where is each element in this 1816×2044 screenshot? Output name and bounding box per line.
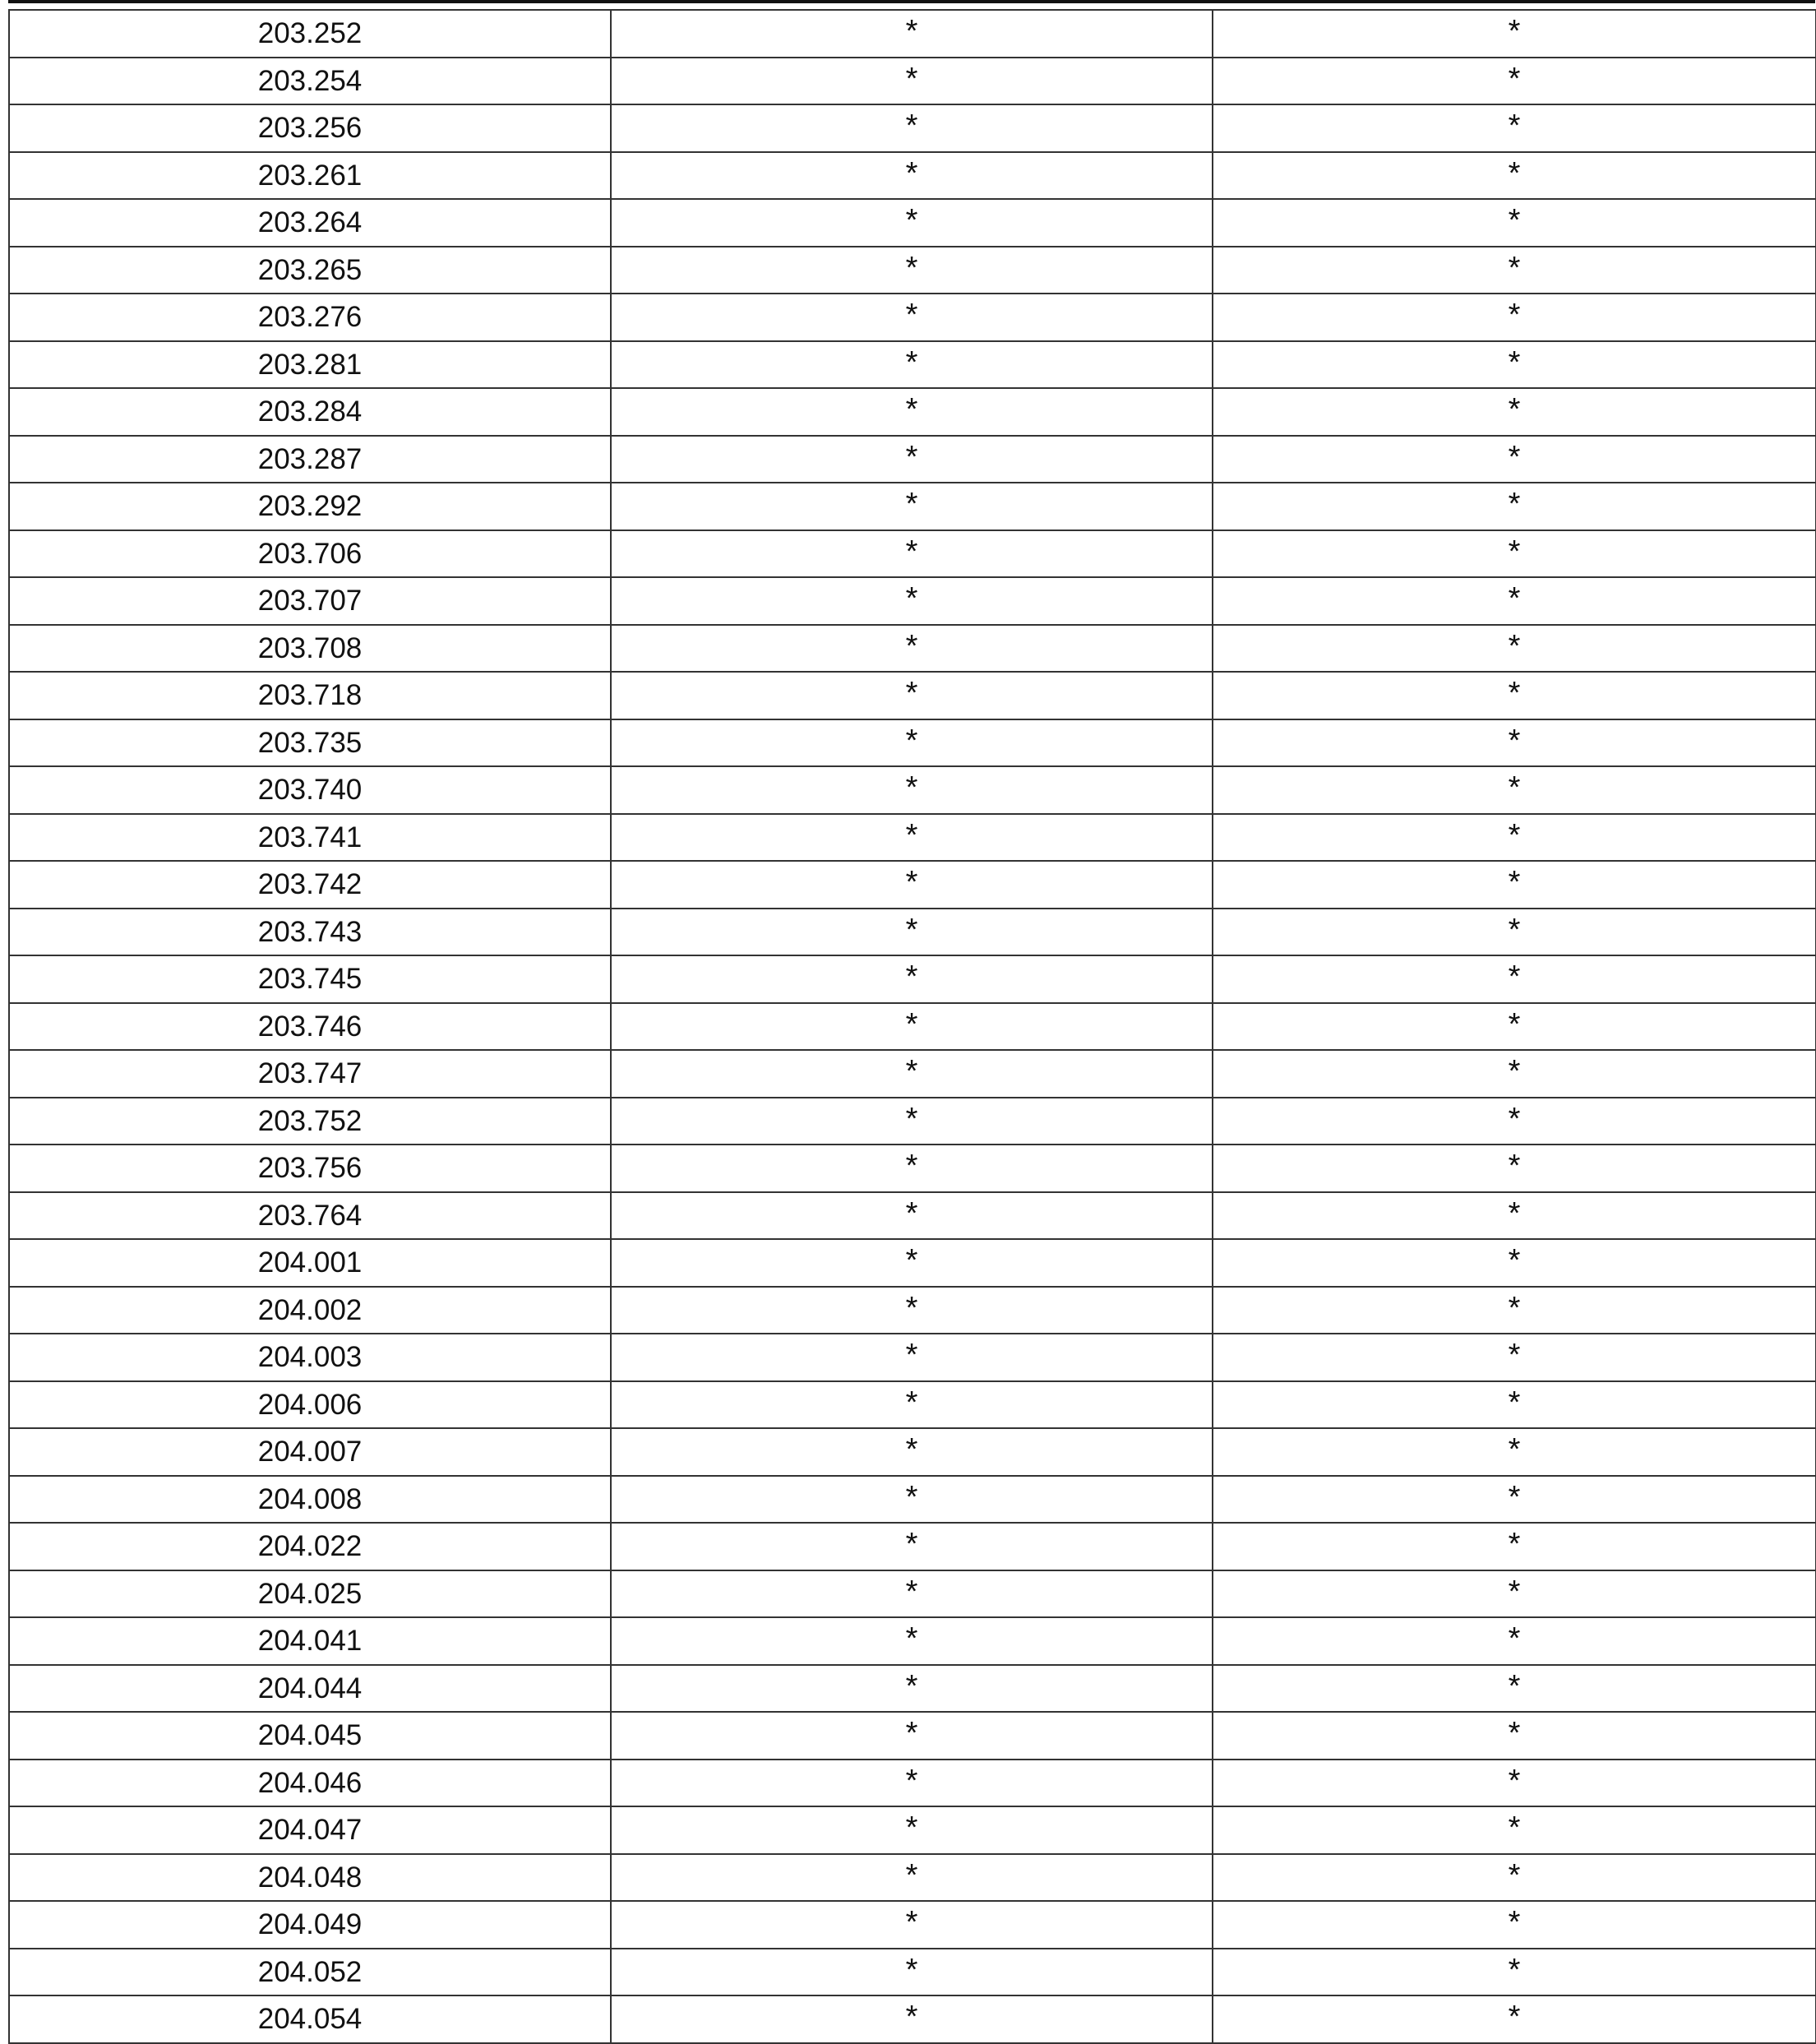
code-cell: 204.044 (9, 1665, 611, 1713)
code-cell: 203.756 (9, 1145, 611, 1192)
table-row (9, 766, 1816, 814)
asterisk-cell: * (611, 1239, 1213, 1287)
table-row (9, 1995, 1816, 2043)
asterisk-cell: * (1213, 530, 1816, 578)
asterisk-cell: * (611, 436, 1213, 483)
table-row (9, 10, 1816, 58)
code-cell: 203.292 (9, 483, 611, 530)
asterisk-cell: * (1213, 766, 1816, 814)
code-cell: 203.735 (9, 719, 611, 767)
table-row (9, 1098, 1816, 1145)
code-cell: 203.252 (9, 10, 611, 58)
asterisk-cell: * (611, 1949, 1213, 1996)
asterisk-cell: * (1213, 1901, 1816, 1949)
code-cell: 203.265 (9, 247, 611, 294)
table-row (9, 247, 1816, 294)
code-cell: 204.046 (9, 1760, 611, 1807)
asterisk-cell: * (1213, 341, 1816, 389)
table-row (9, 1287, 1816, 1334)
code-table-body (9, 10, 1816, 2043)
code-cell: 203.742 (9, 861, 611, 909)
code-cell: 204.047 (9, 1806, 611, 1854)
asterisk-cell: * (611, 1760, 1213, 1807)
code-cell: 204.007 (9, 1428, 611, 1476)
asterisk-cell: * (611, 1050, 1213, 1098)
asterisk-cell: * (611, 247, 1213, 294)
table-row (9, 1523, 1816, 1570)
asterisk-cell: * (611, 530, 1213, 578)
table-row (9, 577, 1816, 625)
asterisk-cell: * (1213, 672, 1816, 719)
code-cell: 203.752 (9, 1098, 611, 1145)
table-row (9, 483, 1816, 530)
code-cell: 204.003 (9, 1334, 611, 1381)
table-row (9, 1003, 1816, 1051)
table-row (9, 909, 1816, 956)
asterisk-cell: * (611, 1712, 1213, 1760)
asterisk-cell: * (1213, 577, 1816, 625)
code-cell: 203.284 (9, 388, 611, 436)
asterisk-cell: * (1213, 1192, 1816, 1240)
code-cell: 203.764 (9, 1192, 611, 1240)
asterisk-cell: * (611, 10, 1213, 58)
asterisk-cell: * (1213, 814, 1816, 862)
asterisk-cell: * (611, 909, 1213, 956)
asterisk-cell: * (611, 955, 1213, 1003)
code-cell: 204.054 (9, 1995, 611, 2043)
code-cell: 203.746 (9, 1003, 611, 1051)
table-row (9, 1476, 1816, 1524)
asterisk-cell: * (1213, 1003, 1816, 1051)
asterisk-cell: * (1213, 1617, 1816, 1665)
asterisk-cell: * (1213, 1665, 1816, 1713)
asterisk-cell: * (1213, 1570, 1816, 1618)
table-row (9, 530, 1816, 578)
asterisk-cell: * (611, 152, 1213, 200)
table-row (9, 1334, 1816, 1381)
asterisk-cell: * (611, 719, 1213, 767)
table-row (9, 1949, 1816, 1996)
asterisk-cell: * (611, 388, 1213, 436)
asterisk-cell: * (1213, 436, 1816, 483)
code-cell: 203.287 (9, 436, 611, 483)
table-row (9, 341, 1816, 389)
table-row (9, 1712, 1816, 1760)
table-row (9, 436, 1816, 483)
code-cell: 203.264 (9, 199, 611, 247)
asterisk-cell: * (1213, 1050, 1816, 1098)
asterisk-cell: * (1213, 1760, 1816, 1807)
asterisk-cell: * (611, 1570, 1213, 1618)
asterisk-cell: * (611, 1287, 1213, 1334)
table-row (9, 719, 1816, 767)
top-rule (8, 0, 1815, 3)
code-cell: 203.718 (9, 672, 611, 719)
asterisk-cell: * (611, 1476, 1213, 1524)
code-cell: 204.002 (9, 1287, 611, 1334)
asterisk-cell: * (1213, 1854, 1816, 1902)
code-cell: 203.256 (9, 104, 611, 152)
asterisk-cell: * (1213, 247, 1816, 294)
table-row (9, 672, 1816, 719)
asterisk-cell: * (1213, 909, 1816, 956)
asterisk-cell: * (611, 766, 1213, 814)
asterisk-cell: * (611, 1334, 1213, 1381)
code-cell: 204.008 (9, 1476, 611, 1524)
table-row (9, 1665, 1816, 1713)
code-cell: 204.025 (9, 1570, 611, 1618)
asterisk-cell: * (1213, 152, 1816, 200)
asterisk-cell: * (611, 1523, 1213, 1570)
table-row (9, 294, 1816, 341)
code-cell: 203.743 (9, 909, 611, 956)
asterisk-cell: * (1213, 104, 1816, 152)
code-cell: 203.707 (9, 577, 611, 625)
code-cell: 204.048 (9, 1854, 611, 1902)
asterisk-cell: * (611, 814, 1213, 862)
table-row (9, 199, 1816, 247)
code-cell: 204.001 (9, 1239, 611, 1287)
table-row (9, 104, 1816, 152)
asterisk-cell: * (611, 1192, 1213, 1240)
asterisk-cell: * (1213, 1145, 1816, 1192)
asterisk-cell: * (611, 1428, 1213, 1476)
table-row (9, 388, 1816, 436)
asterisk-cell: * (611, 861, 1213, 909)
code-cell: 204.052 (9, 1949, 611, 1996)
code-cell: 203.261 (9, 152, 611, 200)
code-cell: 203.706 (9, 530, 611, 578)
asterisk-cell: * (1213, 625, 1816, 673)
code-cell: 203.254 (9, 58, 611, 105)
asterisk-cell: * (1213, 388, 1816, 436)
code-cell: 203.740 (9, 766, 611, 814)
asterisk-cell: * (611, 58, 1213, 105)
asterisk-cell: * (611, 577, 1213, 625)
table-row (9, 152, 1816, 200)
table-row (9, 1050, 1816, 1098)
asterisk-cell: * (611, 1901, 1213, 1949)
asterisk-cell: * (1213, 58, 1816, 105)
asterisk-cell: * (611, 1665, 1213, 1713)
code-table (8, 9, 1816, 2044)
code-cell: 204.049 (9, 1901, 611, 1949)
asterisk-cell: * (1213, 1381, 1816, 1429)
table-row (9, 1806, 1816, 1854)
asterisk-cell: * (611, 625, 1213, 673)
asterisk-cell: * (611, 1854, 1213, 1902)
table-row (9, 58, 1816, 105)
table-row (9, 1617, 1816, 1665)
asterisk-cell: * (1213, 1806, 1816, 1854)
asterisk-cell: * (1213, 1239, 1816, 1287)
table-row (9, 1760, 1816, 1807)
asterisk-cell: * (1213, 10, 1816, 58)
table-row (9, 1570, 1816, 1618)
code-cell: 204.022 (9, 1523, 611, 1570)
asterisk-cell: * (611, 1381, 1213, 1429)
asterisk-cell: * (1213, 1712, 1816, 1760)
asterisk-cell: * (1213, 1523, 1816, 1570)
asterisk-cell: * (1213, 1287, 1816, 1334)
asterisk-cell: * (611, 294, 1213, 341)
asterisk-cell: * (1213, 1476, 1816, 1524)
code-table-container (8, 9, 1815, 2044)
asterisk-cell: * (1213, 1428, 1816, 1476)
asterisk-cell: * (611, 672, 1213, 719)
asterisk-cell: * (611, 1995, 1213, 2043)
code-cell: 203.745 (9, 955, 611, 1003)
table-row (9, 1381, 1816, 1429)
code-cell: 204.041 (9, 1617, 611, 1665)
asterisk-cell: * (611, 483, 1213, 530)
code-cell: 203.281 (9, 341, 611, 389)
table-row (9, 1145, 1816, 1192)
table-row (9, 1854, 1816, 1902)
asterisk-cell: * (1213, 861, 1816, 909)
code-cell: 204.045 (9, 1712, 611, 1760)
asterisk-cell: * (1213, 483, 1816, 530)
asterisk-cell: * (611, 199, 1213, 247)
code-cell: 203.276 (9, 294, 611, 341)
asterisk-cell: * (611, 1617, 1213, 1665)
table-row (9, 814, 1816, 862)
asterisk-cell: * (1213, 719, 1816, 767)
table-row (9, 955, 1816, 1003)
code-cell: 203.741 (9, 814, 611, 862)
asterisk-cell: * (611, 341, 1213, 389)
asterisk-cell: * (1213, 955, 1816, 1003)
table-row (9, 1901, 1816, 1949)
asterisk-cell: * (1213, 1334, 1816, 1381)
code-cell: 203.747 (9, 1050, 611, 1098)
table-row (9, 625, 1816, 673)
table-row (9, 1428, 1816, 1476)
asterisk-cell: * (611, 104, 1213, 152)
asterisk-cell: * (611, 1806, 1213, 1854)
asterisk-cell: * (611, 1098, 1213, 1145)
asterisk-cell: * (1213, 294, 1816, 341)
table-row (9, 1239, 1816, 1287)
code-cell: 203.708 (9, 625, 611, 673)
asterisk-cell: * (611, 1145, 1213, 1192)
asterisk-cell: * (611, 1003, 1213, 1051)
asterisk-cell: * (1213, 1098, 1816, 1145)
table-row (9, 861, 1816, 909)
code-cell: 204.006 (9, 1381, 611, 1429)
table-row (9, 1192, 1816, 1240)
asterisk-cell: * (1213, 1949, 1816, 1996)
asterisk-cell: * (1213, 199, 1816, 247)
asterisk-cell: * (1213, 1995, 1816, 2043)
